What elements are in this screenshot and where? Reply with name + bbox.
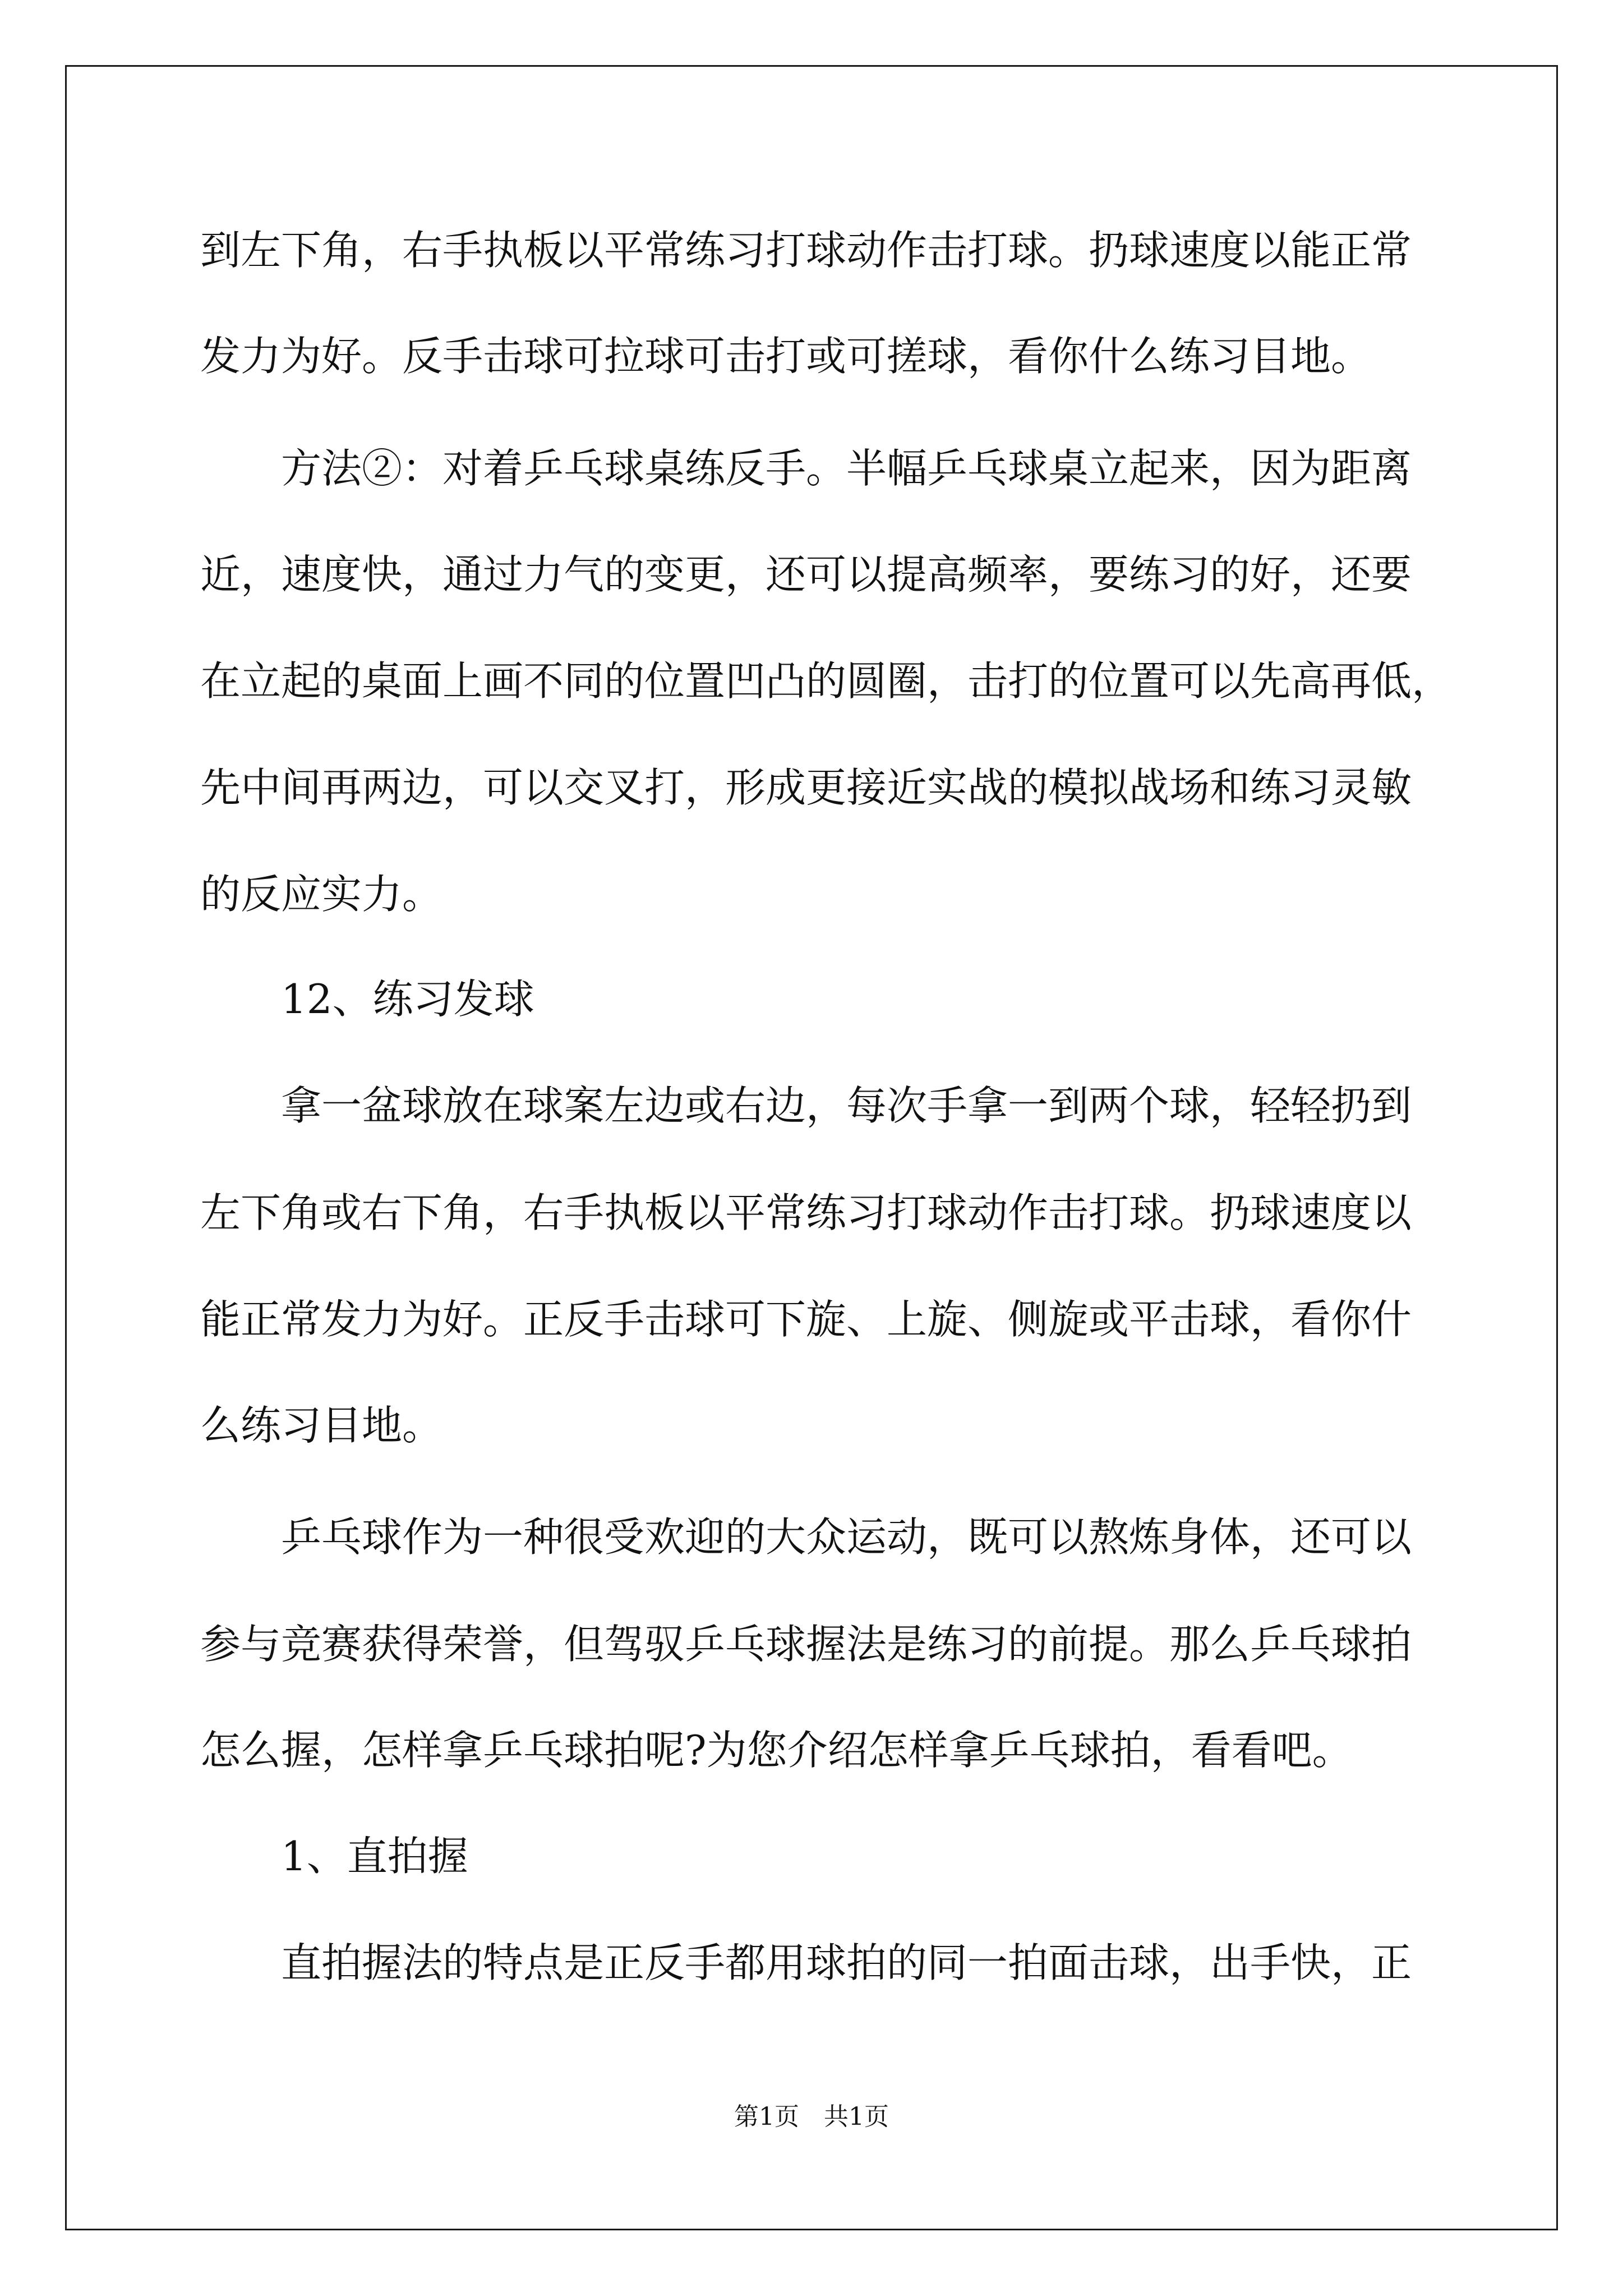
text-line: 发力为好。反手击球可拉球可击打或可搓球，看你什么练习目地。 xyxy=(200,333,1372,380)
text-line: 么练习目地。 xyxy=(200,1402,443,1449)
section-heading: 12、练习发球 xyxy=(281,976,534,1023)
text-line: 怎么握，怎样拿乒乓球拍呢?为您介绍怎样拿乒乓球拍，看看吧。 xyxy=(200,1727,1353,1774)
text-line: 乒乓球作为一种很受欢迎的大众运动，既可以熬炼身体，还可以 xyxy=(281,1513,1412,1561)
text-line: 能正常发力为好。正反手击球可下旋、上旋、侧旋或平击球，看你什 xyxy=(200,1296,1412,1343)
text-line: 直拍握法的特点是正反手都用球拍的同一拍面击球，出手快，正 xyxy=(281,1939,1412,1986)
text-line: 拿一盆球放在球案左边或右边，每次手拿一到两个球，轻轻扔到 xyxy=(281,1082,1412,1129)
text-line: 左下角或右下角，右手执板以平常练习打球动作击打球。扔球速度以 xyxy=(200,1189,1412,1236)
page-border xyxy=(65,65,1558,2230)
text-line: 先中间再两边，可以交叉打，形成更接近实战的模拟战场和练习灵敏 xyxy=(200,764,1412,811)
text-line: 在立起的桌面上画不同的位置凹凸的圆圈，击打的位置可以先高再低， xyxy=(200,657,1453,705)
text-line: 方法②：对着乒乓球桌练反手。半幅乒乓球桌立起来，因为距离 xyxy=(281,445,1412,492)
text-line: 参与竞赛获得荣誉，但驾驭乒乓球握法是练习的前提。那么乒乓球拍 xyxy=(200,1621,1412,1668)
section-heading: 1、直拍握 xyxy=(281,1833,468,1880)
page-number-footer: 第1页 共1页 xyxy=(734,2102,889,2131)
text-line: 近，速度快，通过力气的变更，还可以提高频率，要练习的好，还要 xyxy=(200,551,1412,598)
text-line: 的反应实力。 xyxy=(200,871,443,918)
text-line: 到左下角，右手执板以平常练习打球动作击打球。扔球速度以能正常 xyxy=(200,227,1412,274)
